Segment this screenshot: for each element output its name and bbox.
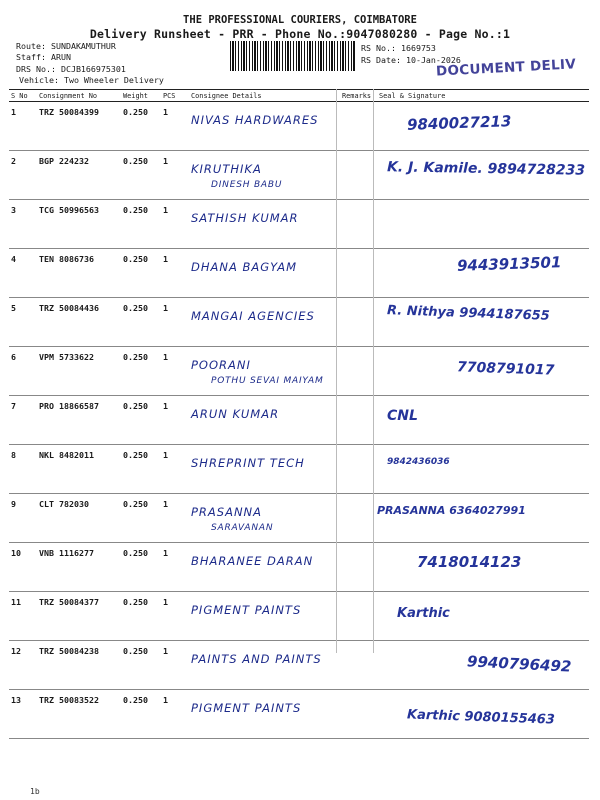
row-consignment-no [37, 543, 121, 592]
row-consignment-no-text: PRO 18866587 [39, 401, 99, 411]
row-sno [9, 543, 37, 592]
row-consignment-no-text: TRZ 50083522 [39, 695, 99, 705]
row-weight-text: 0.250 [123, 597, 148, 607]
row-pcs [161, 249, 189, 298]
row-consignee-line2: DINESH BABU [211, 180, 283, 190]
row-pcs-text: 1 [163, 646, 168, 656]
table-row [9, 200, 589, 249]
row-weight-text: 0.250 [123, 107, 148, 117]
row-remarks [340, 249, 377, 298]
header-subtitle: Delivery Runsheet - PRR - Phone No.:9047080280 - Page No.:1 [89, 27, 511, 41]
row-pcs [161, 347, 189, 396]
row-consignment-no-text: VNB 1116277 [39, 548, 94, 558]
row-sno-text: 11 [11, 597, 21, 607]
row-weight [121, 249, 161, 298]
row-weight-text: 0.250 [123, 450, 148, 460]
row-consignee-text: POORANI [191, 358, 251, 372]
row-sno [9, 298, 37, 347]
table-row [9, 445, 589, 494]
row-signature [377, 690, 589, 739]
row-remarks [340, 347, 377, 396]
row-pcs-text: 1 [163, 303, 168, 313]
drs-number: DRS No.: DCJB166975301 [16, 64, 126, 74]
row-consignment-no [37, 445, 121, 494]
row-remarks [340, 445, 377, 494]
row-weight [121, 298, 161, 347]
row-weight [121, 200, 161, 249]
row-consignee-text: PIGMENT PAINTS [191, 701, 302, 715]
table-row [9, 249, 589, 298]
row-consignee-text: BHARANEE DARAN [191, 554, 314, 568]
row-pcs-text: 1 [163, 450, 168, 460]
row-weight-text: 0.250 [123, 156, 148, 166]
row-consignment-no [37, 200, 121, 249]
row-consignee [189, 249, 340, 298]
row-sno-text: 1 [11, 107, 16, 117]
row-consignment-no [37, 690, 121, 739]
row-sno-text: 4 [11, 254, 16, 264]
col-consignment: Consignment No [37, 90, 121, 102]
row-remarks [340, 200, 377, 249]
row-remarks [340, 151, 377, 200]
row-weight [121, 445, 161, 494]
row-sno-text: 7 [11, 401, 16, 411]
handwritten-signature: PRASANNA 6364027991 [377, 504, 526, 517]
col-consignee: Consignee Details [189, 90, 340, 102]
row-sno-text: 2 [11, 156, 16, 166]
row-remarks [340, 396, 377, 445]
handwritten-signature: CNL [387, 408, 418, 424]
row-pcs [161, 690, 189, 739]
row-pcs-text: 1 [163, 107, 168, 117]
row-weight-text: 0.250 [123, 548, 148, 558]
row-weight [121, 592, 161, 641]
row-sno-text: 5 [11, 303, 16, 313]
vehicle-label: Vehicle: Two Wheeler Delivery [19, 75, 164, 85]
row-consignment-no-text: TRZ 50084377 [39, 597, 99, 607]
rs-date: RS Date: 10-Jan-2026 [361, 55, 461, 65]
column-divider [373, 89, 374, 653]
row-sno [9, 445, 37, 494]
row-consignment-no-text: CLT 782030 [39, 499, 89, 509]
handwritten-signature: Karthic 9080155463 [406, 707, 556, 728]
row-consignee-text: PAINTS AND PAINTS [191, 652, 322, 666]
row-remarks [340, 298, 377, 347]
handwritten-signature: 9842436036 [387, 457, 450, 467]
row-consignment-no-text: TCG 50996563 [39, 205, 99, 215]
row-consignee-text: SATHISH KUMAR [191, 211, 299, 225]
table-row [9, 396, 589, 445]
row-consignment-no [37, 592, 121, 641]
table-row [9, 102, 589, 151]
row-consignment-no [37, 102, 121, 151]
row-signature [377, 641, 589, 690]
row-remarks [340, 102, 377, 151]
row-signature [377, 347, 589, 396]
row-weight [121, 102, 161, 151]
row-sno [9, 690, 37, 739]
row-pcs [161, 592, 189, 641]
row-weight [121, 347, 161, 396]
row-consignee-text: PIGMENT PAINTS [191, 603, 302, 617]
route-label: Route: SUNDAKAMUTHUR [16, 41, 116, 51]
row-signature [377, 543, 589, 592]
row-sno-text: 9 [11, 499, 16, 509]
row-pcs-text: 1 [163, 695, 168, 705]
row-weight-text: 0.250 [123, 695, 148, 705]
row-consignment-no-text: TRZ 50084238 [39, 646, 99, 656]
row-pcs-text: 1 [163, 401, 168, 411]
row-sno [9, 249, 37, 298]
handwritten-signature: 7418014123 [417, 553, 522, 571]
row-remarks [340, 690, 377, 739]
row-pcs-text: 1 [163, 254, 168, 264]
row-sno [9, 200, 37, 249]
row-remarks [340, 641, 377, 690]
row-consignee-text: NIVAS HARDWARES [191, 113, 319, 127]
table-row [9, 298, 589, 347]
row-signature [377, 200, 589, 249]
row-weight-text: 0.250 [123, 401, 148, 411]
table-header-row [9, 90, 589, 102]
table-row [9, 543, 589, 592]
row-pcs [161, 151, 189, 200]
row-sno [9, 494, 37, 543]
row-consignee [189, 347, 340, 396]
delivery-stamp: DOCUMENT DELIV [435, 56, 577, 80]
row-pcs [161, 494, 189, 543]
row-consignment-no-text: NKL 8482011 [39, 450, 94, 460]
row-sno-text: 13 [11, 695, 21, 705]
barcode [230, 41, 356, 71]
row-sno [9, 641, 37, 690]
row-pcs [161, 543, 189, 592]
row-remarks [340, 592, 377, 641]
row-weight [121, 690, 161, 739]
row-consignee-line2: POTHU SEVAI MAIYAM [211, 376, 324, 386]
handwritten-signature: K. J. Kamile. 9894728233 [386, 159, 586, 179]
row-consignee [189, 592, 340, 641]
row-pcs-text: 1 [163, 597, 168, 607]
row-sno [9, 102, 37, 151]
row-consignment-no [37, 347, 121, 396]
row-consignment-no-text: TEN 8086736 [39, 254, 94, 264]
col-weight: Weight [121, 90, 161, 102]
row-consignment-no [37, 494, 121, 543]
table-row [9, 347, 589, 396]
col-signature: Seal & Signature [377, 90, 589, 102]
row-consignee-text: SHREPRINT TECH [191, 456, 305, 470]
row-sno [9, 151, 37, 200]
row-pcs-text: 1 [163, 548, 168, 558]
row-signature [377, 445, 589, 494]
row-pcs [161, 445, 189, 494]
row-consignee-line2: SARAVANAN [211, 523, 274, 533]
row-consignee-text: KIRUTHIKA [191, 162, 262, 176]
row-consignment-no-text: TRZ 50084436 [39, 303, 99, 313]
row-weight-text: 0.250 [123, 303, 148, 313]
row-sno [9, 347, 37, 396]
staff-label: Staff: ARUN [16, 52, 71, 62]
table-row [9, 151, 589, 200]
row-consignment-no [37, 396, 121, 445]
handwritten-signature: Karthic [397, 606, 450, 621]
row-pcs [161, 396, 189, 445]
row-signature [377, 249, 589, 298]
row-sno-text: 10 [11, 548, 21, 558]
table-row [9, 494, 589, 543]
row-consignee [189, 151, 340, 200]
handwritten-signature: R. Nithya 9944187655 [386, 303, 550, 324]
row-pcs [161, 298, 189, 347]
row-consignee-text: ARUN KUMAR [191, 407, 280, 421]
handwritten-signature: 9940796492 [466, 652, 572, 676]
row-pcs [161, 102, 189, 151]
row-signature [377, 298, 589, 347]
row-signature [377, 592, 589, 641]
row-sno-text: 6 [11, 352, 16, 362]
row-weight [121, 396, 161, 445]
row-remarks [340, 543, 377, 592]
row-consignee [189, 298, 340, 347]
row-consignee [189, 543, 340, 592]
table-row [9, 690, 589, 739]
row-weight-text: 0.250 [123, 646, 148, 656]
row-weight-text: 0.250 [123, 205, 148, 215]
row-weight-text: 0.250 [123, 352, 148, 362]
row-consignee [189, 690, 340, 739]
row-signature [377, 102, 589, 151]
row-signature [377, 494, 589, 543]
row-consignment-no-text: TRZ 50084399 [39, 107, 99, 117]
row-sno-text: 3 [11, 205, 16, 215]
row-signature [377, 396, 589, 445]
row-consignee [189, 445, 340, 494]
row-consignee [189, 641, 340, 690]
row-sno-text: 8 [11, 450, 16, 460]
row-consignment-no [37, 641, 121, 690]
row-consignee [189, 102, 340, 151]
row-sno-text: 12 [11, 646, 21, 656]
row-consignee-text: PRASANNA [191, 505, 263, 519]
row-weight [121, 543, 161, 592]
handwritten-signature: 7708791017 [456, 359, 555, 379]
runsheet-table [9, 89, 589, 739]
row-signature [377, 151, 589, 200]
row-weight [121, 151, 161, 200]
row-pcs-text: 1 [163, 352, 168, 362]
rs-number: RS No.: 1669753 [361, 43, 436, 53]
row-consignment-no [37, 298, 121, 347]
row-sno [9, 396, 37, 445]
row-pcs-text: 1 [163, 205, 168, 215]
row-weight [121, 641, 161, 690]
row-weight-text: 0.250 [123, 499, 148, 509]
header-title: THE PROFESSIONAL COURIERS, COIMBATORE [183, 14, 417, 26]
handwritten-signature: 9840027213 [406, 112, 512, 134]
col-remarks: Remarks [340, 90, 377, 102]
row-sno [9, 592, 37, 641]
row-weight-text: 0.250 [123, 254, 148, 264]
col-pcs: PCS [161, 90, 189, 102]
row-consignee [189, 396, 340, 445]
row-consignee-text: DHANA BAGYAM [191, 260, 298, 274]
row-consignee-text: MANGAI AGENCIES [191, 309, 315, 323]
row-weight [121, 494, 161, 543]
footer-mark: 1b [30, 787, 40, 796]
row-pcs-text: 1 [163, 499, 168, 509]
row-pcs [161, 200, 189, 249]
row-pcs-text: 1 [163, 156, 168, 166]
row-consignment-no [37, 151, 121, 200]
table-row [9, 641, 589, 690]
handwritten-signature: 9443913501 [456, 253, 562, 275]
row-consignment-no-text: BGP 224232 [39, 156, 89, 166]
row-pcs [161, 641, 189, 690]
row-consignee [189, 200, 340, 249]
col-sno: S No [9, 90, 37, 102]
column-divider [336, 89, 337, 653]
row-consignment-no-text: VPM 5733622 [39, 352, 94, 362]
row-consignment-no [37, 249, 121, 298]
row-remarks [340, 494, 377, 543]
row-consignee [189, 494, 340, 543]
table-row [9, 592, 589, 641]
